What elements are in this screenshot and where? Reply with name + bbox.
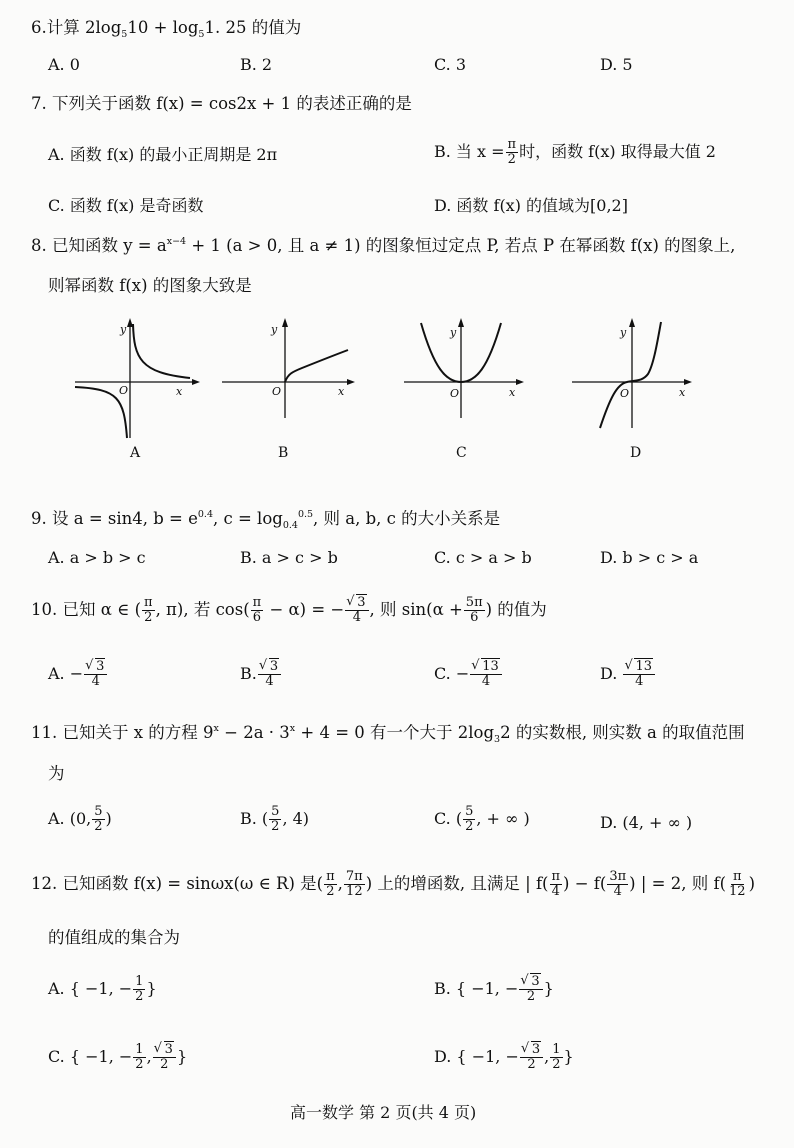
graph-b [222, 318, 357, 428]
q9-option-d: D. b > c > a [600, 548, 699, 567]
q6-option-a: A. 0 [48, 55, 80, 74]
fraction: $\frac{\pi}{2}$ [507, 137, 517, 168]
q8-stem: 8. 已知函数 $y = a^{x-4} + 1$ (a > 0, 且 a ≠ 1) 的图象恒过定点 P, 若点 P 在幂函数 f(x) 的图象上, [31, 236, 736, 255]
q9-option-c: C. c > a > b [434, 548, 532, 567]
arrow-icon [282, 318, 288, 327]
q10-option-d: D. √ $\frac{13}{4}$ [600, 660, 656, 689]
q12-option-a: A. { −1, − $\frac{1}{2}$ } [48, 974, 157, 1005]
q12-option-c: C. { −1, − $\frac{1}{2}$ , √ $\frac{3}{2}$ } [48, 1043, 187, 1072]
q6-option-d: D. 5 [600, 55, 633, 74]
graph-c [404, 318, 529, 428]
q11-option-c: C. ( $\frac{5}{2}$ , + ∞ ) [434, 804, 530, 835]
q11-stem: 11. 已知关于 x 的方程 $9^x - 2a \cdot 3^x + 4 = 0$ 有一个大于 $2\log_32$ 的实数根, 则实数 a 的取值范围 [31, 723, 745, 745]
graph-a [70, 318, 200, 448]
q12-stem: 12. 已知函数 f(x) = sinωx(ω ∈ R) 是( $\frac{\pi}{2}$ , $\frac{7\pi}{12}$ ) 上的增函数, 且满足 | f( $\frac{\pi}{4}$ ) − f( $\frac{3\pi}{4}$ ) | = 2, 则 f( $\frac{\pi}{12}$ ) [31, 869, 755, 900]
fraction: $\frac{\pi}{2}$ [144, 595, 153, 626]
q6-option-b: B. 2 [240, 55, 273, 74]
q11-stem-line2: 为 [48, 764, 65, 783]
q7-stem: 7. 下列关于函数 f(x) = cos2x + 1 的表述正确的是 [31, 94, 412, 113]
x-label: x [176, 385, 183, 398]
arrow-icon [458, 318, 464, 327]
q7-option-d: D. 函数 f(x) 的值域为[0,2] [434, 196, 628, 215]
arrow-icon [684, 379, 692, 385]
y-label: y [120, 323, 127, 336]
q12-stem-line2: 的值组成的集合为 [48, 928, 180, 947]
q9-option-b: B. a > c > b [240, 548, 338, 567]
y-label: y [450, 326, 457, 339]
q8-stem-line2: 则幂函数 f(x) 的图象大致是 [48, 276, 252, 295]
arrow-icon [347, 379, 355, 385]
q9-stem: 9. 设 a = sin4, $b = e^{0.4}$, $c = \log_{0.4}^{0.5}$, 则 a, b, c 的大小关系是 [31, 509, 501, 531]
q6-option-c: C. 3 [434, 55, 467, 74]
q9-option-a: A. a > b > c [48, 548, 146, 567]
q12-option-b: B. { −1, − √ $\frac{3}{2}$ } [434, 975, 554, 1004]
origin-label: O [450, 387, 460, 400]
fraction: $\frac{\pi}{6}$ [252, 595, 262, 626]
y-label: y [271, 323, 278, 336]
q6-stem: 6.计算 $2\log_510 + \log_51$. 25 的值为 [31, 18, 302, 40]
origin-label: O [272, 385, 282, 398]
graph-label-d: D [630, 445, 642, 461]
q7-option-b: B. 当 x = $\frac{\pi}{2}$ 时，函数 f(x) 取得最大值 2 [434, 137, 716, 168]
x-label: x [679, 386, 686, 399]
arrow-icon [516, 379, 524, 385]
q10-option-c: C. − √ $\frac{13}{4}$ [434, 660, 503, 689]
q11-option-a: A. (0, $\frac{5}{2}$ ) [48, 804, 112, 835]
y-label: y [620, 326, 627, 339]
curve [600, 322, 661, 428]
fraction: √ $\frac{3}{4}$ [345, 596, 368, 625]
graph-d [572, 318, 697, 438]
q12-option-d: D. { −1, − √ $\frac{3}{2}$ , $\frac{1}{2}$ } [434, 1043, 574, 1072]
q10-option-a: A. − √ $\frac{3}{4}$ [48, 660, 108, 689]
curve [133, 324, 190, 378]
origin-label: O [119, 384, 129, 397]
arrow-icon [629, 318, 635, 327]
graph-label-c: C [456, 445, 467, 461]
arrow-icon [192, 379, 200, 385]
x-label: x [338, 385, 345, 398]
q11-option-d: D. (4, + ∞ ) [600, 813, 693, 832]
graph-label-a: A [130, 445, 141, 461]
curve [285, 350, 348, 382]
origin-label: O [620, 387, 630, 400]
fraction: $\frac{5\pi}{6}$ [465, 595, 483, 626]
q11-option-b: B. ( $\frac{5}{2}$ , 4) [240, 804, 310, 835]
q10-stem: 10. 已知 α ∈ ( $\frac{\pi}{2}$ , π), 若 cos( $\frac{\pi}{6}$ − α) = − √ $\frac{3}{4}$ , 则 sin(α + $\frac{5\pi}{6}$ ) 的值为 [31, 596, 547, 625]
page-footer: 高一数学 第 2 页(共 4 页) [290, 1103, 477, 1122]
q10-option-b: B. √ $\frac{3}{4}$ [240, 660, 282, 689]
q7-option-a: A. 函数 f(x) 的最小正周期是 2π [48, 145, 278, 164]
q7-option-c: C. 函数 f(x) 是奇函数 [48, 196, 204, 215]
x-label: x [509, 386, 516, 399]
graph-label-b: B [278, 445, 289, 461]
